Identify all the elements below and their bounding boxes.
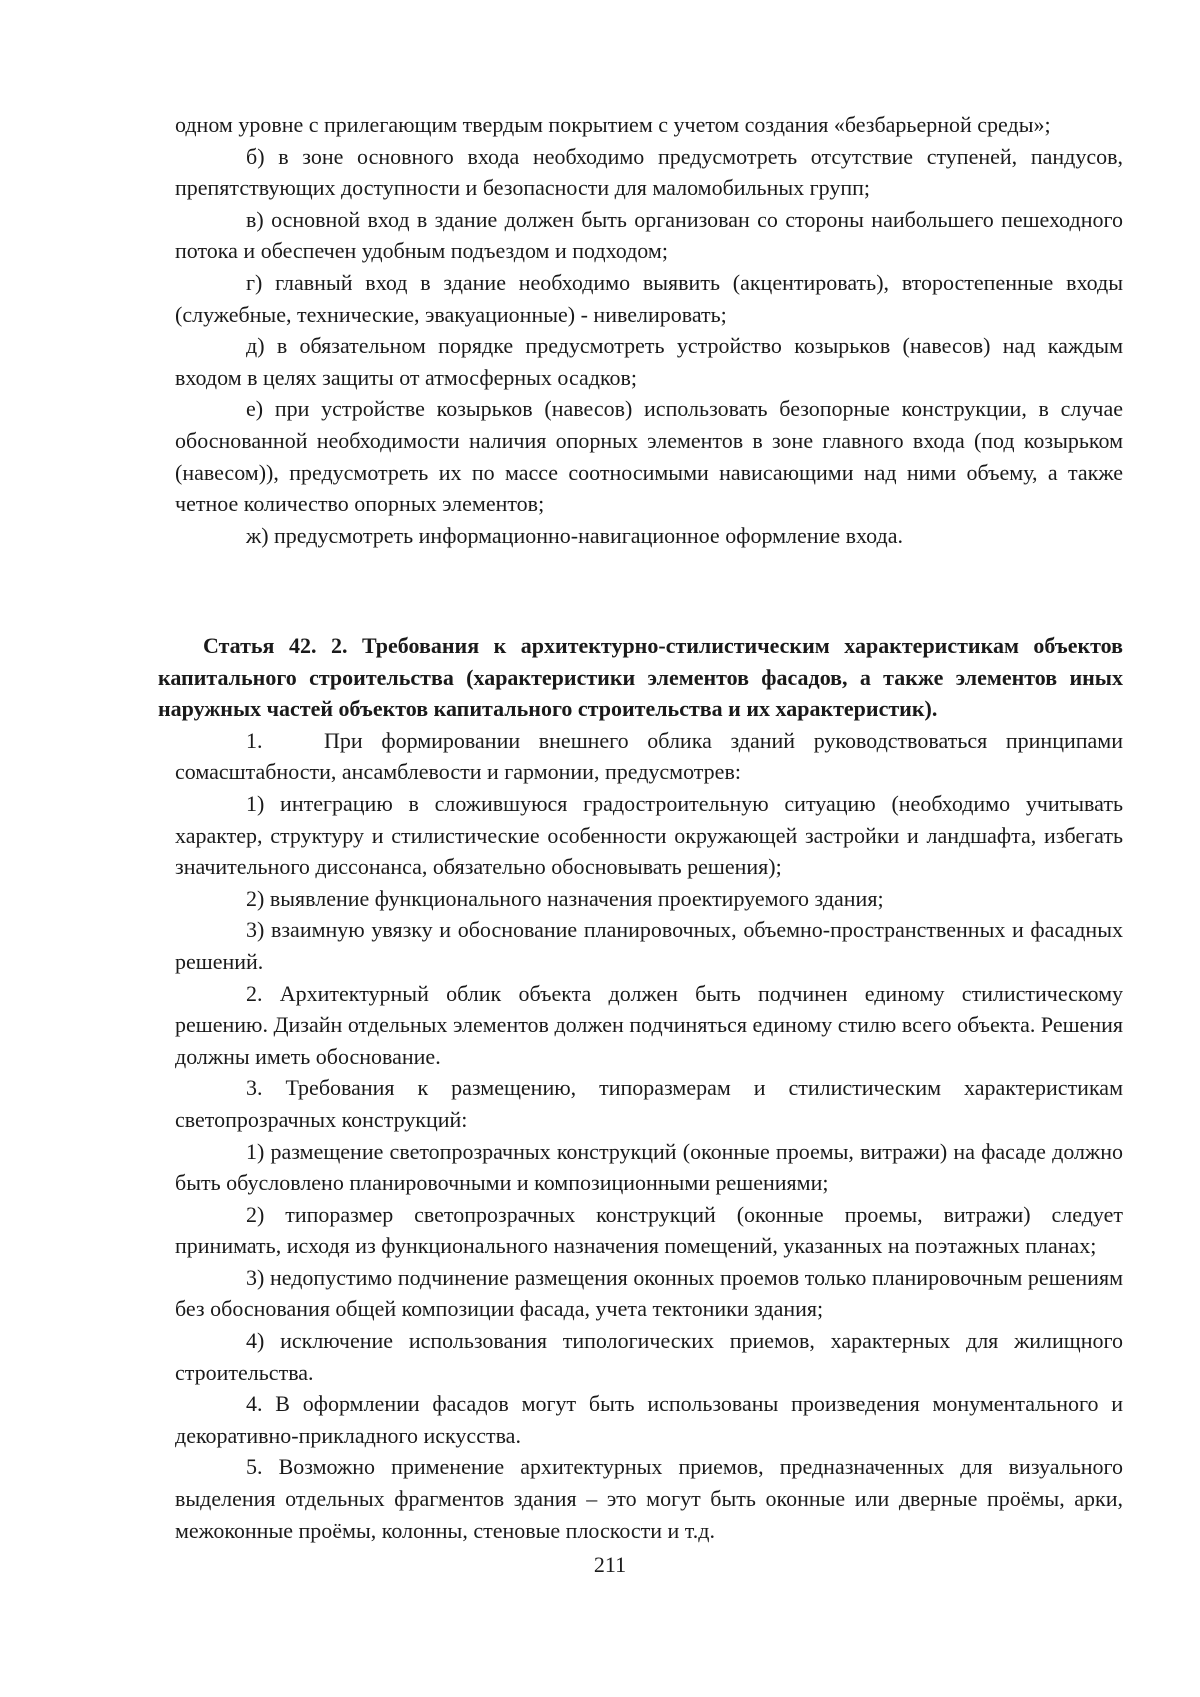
paragraph: одном уровне с прилегающим твердым покрытием с учетом создания «безбарьерной среды»; [175,112,1051,137]
list-block-entrances [175,109,1123,551]
paragraph: 2. Архитектурный облик объекта должен быть подчинен единому стилистическому решению. Дизайн отдельных элементов должен подчиняться единому стилю всего объекта. Решения должны иметь обоснование. [175,980,1123,1069]
item-text: При формировании внешнего облика зданий руководствоваться принципами сомасштабности, ансамблевости и гармонии, предусмотрев: [175,727,1123,785]
paragraph: 4) исключение использования типологических приемов, характерных для жилищного строительства. [175,1328,1123,1385]
paragraph: 3. Требования к размещению, типоразмерам и стилистическим характеристикам светопрозрачных конструкций: [175,1075,1123,1132]
paragraph: д) в обязательном порядке предусмотреть устройство козырьков (навесов) над каждым входом в целях защиты от атмосферных осадков; [175,333,1123,390]
item-number: 1. [246,727,263,753]
paragraph: в) основной вход в здание должен быть организован со стороны наибольшего пешеходного потока и обеспечен удобным подъездом и подходом; [175,206,1123,264]
paragraph: 2) выявление функционального назначения проектируемого здания; [246,885,884,911]
paragraph: 2) типоразмер светопрозрачных конструкций (оконные проемы, витражи) следует принимать, исходя из функционального назначения помещений, указанных на поэтажных планах; [175,1201,1123,1259]
article-section [158,630,1123,1546]
paragraph: 1) интеграцию в сложившуюся градостроительную ситуацию (необходимо учитывать характер, структуру и стилистические особенности окружающей застройки и ландшафта, избегать значительного диссонанса, обязательно обосновывать решения); [175,790,1123,880]
numbered-paragraph [175,725,1123,788]
paragraph: 5. Возможно применение архитектурных приемов, предназначенных для визуального выделения отдельных фрагментов здания – это могут быть оконные или дверные проёмы, арки, межоконные проёмы, колонны, стеновые плоскости и т.д. [175,1454,1123,1543]
page-number: 211 [593,1552,627,1577]
paragraph: г) главный вход в здание необходимо выявить (акцентировать), второстепенные входы (служебные, технические, эвакуационные) - нивелировать; [175,269,1123,327]
paragraph: ж) предусмотреть информационно-навигационное оформление входа. [246,522,903,548]
paragraph: б) в зоне основного входа необходимо предусмотреть отсутствие ступеней, пандусов, препятствующих доступности и безопасности для маломобильных групп; [175,143,1123,201]
article-heading: Статья 42. 2. Требования к архитектурно-стилистическим характеристикам объектов капитального строительства (характеристики элементов фасадов, а также элементов иных наружных частей объектов капитального строительства и их характеристик). [158,633,1123,722]
paragraph: 3) взаимную увязку и обоснование планировочных, объемно-пространственных и фасадных решений. [175,917,1123,974]
paragraph: 4. В оформлении фасадов могут быть использованы произведения монументального и декоративно-прикладного искусства. [175,1391,1123,1448]
paragraph: е) при устройстве козырьков (навесов) использовать безопорные конструкции, в случае обоснованной необходимости наличия опорных элементов в зоне главного входа (под козырьком (навесом)), предусмотреть их по массе соотносимыми нависающими над ними объему, а также четное количество опорных элементов; [175,396,1123,517]
paragraph: 3) недопустимо подчинение размещения оконных проемов только планировочным решениям без обоснования общей композиции фасада, учета тектоники здания; [175,1264,1123,1322]
paragraph: 1) размещение светопрозрачных конструкций (оконные проемы, витражи) на фасаде должно быть обусловлено планировочными и композиционными решениями; [175,1138,1123,1196]
